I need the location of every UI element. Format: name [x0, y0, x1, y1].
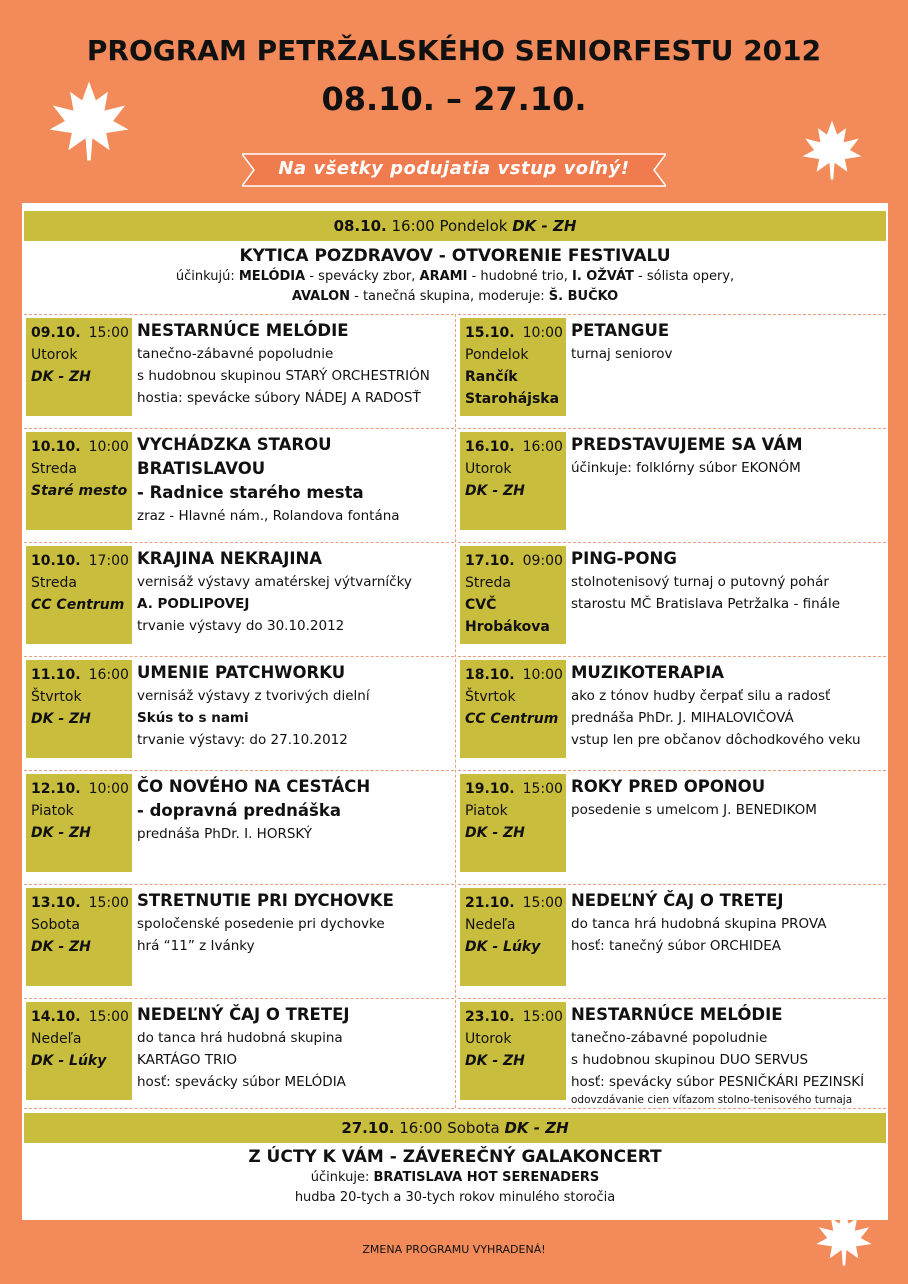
event-day: Streda: [31, 575, 77, 591]
event-place: CC Centrum: [31, 597, 125, 613]
event-details: [571, 319, 891, 365]
event-date: 21.10.: [465, 895, 515, 911]
event-place: DK - Lúky: [31, 1053, 107, 1069]
event-day: Streda: [31, 461, 77, 477]
row-separator: [24, 998, 454, 999]
row-separator: [458, 884, 886, 885]
event-place: Rančík: [465, 369, 518, 385]
performer-name: ARAMI: [419, 269, 468, 284]
performer-name: MELÓDIA: [238, 269, 306, 284]
event-description-line: prednáša PhDr. I. HORSKÝ: [137, 826, 313, 842]
event-date: 18.10.: [465, 667, 515, 683]
opening-place: DK - ZH: [512, 217, 577, 235]
event-title: NESTARNÚCE MELÓDIE: [137, 321, 349, 340]
event-card: [460, 888, 864, 988]
event-info-box: [26, 1002, 132, 1100]
event-card: [26, 888, 430, 988]
event-info-box: [26, 660, 132, 758]
event-details: [137, 661, 457, 751]
event-card: [26, 318, 430, 418]
maple-leaf-icon: [800, 118, 864, 182]
festival-dates: 08.10. – 27.10.: [321, 80, 587, 118]
event-time: 10:00: [522, 667, 563, 683]
event-time: 15:00: [522, 895, 563, 911]
event-description-line: trvanie výstavy: do 27.10.2012: [137, 732, 348, 748]
event-place: DK - ZH: [465, 483, 525, 499]
event-description-line: KARTÁGO TRIO: [137, 1052, 238, 1068]
event-title: UMENIE PATCHWORKU: [137, 663, 346, 682]
opening-bar: [24, 211, 886, 241]
event-date: 10.10.: [31, 439, 81, 455]
event-day: Piatok: [31, 803, 74, 819]
event-day: Nedeľa: [465, 917, 516, 933]
opening-performers-1: [24, 267, 886, 287]
event-title: KRAJINA NEKRAJINA: [137, 549, 323, 568]
event-time: 10:00: [88, 781, 129, 797]
event-day: Nedeľa: [31, 1031, 82, 1047]
row-separator: [458, 314, 886, 315]
event-description-line: tanečno-zábavné popoludnie: [137, 346, 334, 362]
event-title: STRETNUTIE PRI DYCHOVKE: [137, 891, 394, 910]
event-details: [137, 433, 457, 527]
event-description-line: hrá “11” z Ivánky: [137, 938, 255, 954]
event-info-box: [460, 1002, 566, 1100]
event-place: DK - ZH: [31, 939, 91, 955]
event-details: [571, 661, 891, 751]
event-place: Staré mesto: [31, 483, 128, 499]
event-info-box: [460, 432, 566, 530]
banner-text: Na všetky podujatia vstup voľný!: [278, 158, 630, 179]
event-info-box: [26, 432, 132, 530]
event-time: 16:00: [522, 439, 563, 455]
event-day: Utorok: [465, 1031, 512, 1047]
event-info-box: [460, 546, 566, 644]
event-details: [571, 1003, 891, 1107]
event-description-line: hosť: spevácky súbor PESNIČKÁRI PEZINSKÍ: [571, 1074, 865, 1090]
event-note: odovzdávanie cien víťazom stolno-tenisového turnaja: [571, 1094, 853, 1106]
performer-name: BRATISLAVA HOT SERENADERS: [373, 1170, 600, 1185]
row-separator: [458, 998, 886, 999]
event-place: DK - ZH: [31, 711, 91, 727]
opening-performers-2: [24, 287, 886, 307]
row-separator: [24, 542, 454, 543]
event-date: 11.10.: [31, 667, 81, 683]
event-time: 15:00: [522, 1009, 563, 1025]
event-date: 10.10.: [31, 553, 81, 569]
performer-name: Š. BUČKO: [548, 289, 619, 304]
event-description-line: tanečno-zábavné popoludnie: [571, 1030, 768, 1046]
event-info-box: [26, 888, 132, 986]
event-time: 15:00: [88, 895, 129, 911]
event-day: Streda: [465, 575, 511, 591]
event-day: Pondelok: [465, 347, 529, 363]
event-title: ČO NOVÉHO NA CESTÁCH: [137, 777, 371, 796]
event-details: [571, 889, 891, 957]
event-time: 15:00: [88, 325, 129, 341]
event-card: [460, 546, 864, 646]
opening-event: [24, 245, 886, 307]
opening-time-day: 16:00 Pondelok: [386, 217, 513, 235]
text-part: účinkuje:: [310, 1170, 374, 1185]
event-title: VYCHÁDZKA STAROU BRATISLAVOU: [137, 435, 332, 478]
event-description-line: vstup len pre občanov dôchodkového veku: [571, 732, 861, 748]
event-place: DK - Lúky: [465, 939, 541, 955]
text-part: - hudobné trio,: [467, 269, 572, 284]
event-date: 15.10.: [465, 325, 515, 341]
event-title: PING-PONG: [571, 549, 677, 568]
row-separator: [24, 428, 454, 429]
row-separator: [458, 1108, 886, 1109]
event-description-line: hostia: spevácke súbory NÁDEJ A RADOSŤ: [137, 390, 421, 406]
event-info-box: [460, 888, 566, 986]
event-info-box: [26, 774, 132, 872]
event-card: [460, 774, 864, 874]
row-separator: [458, 770, 886, 771]
event-details: [571, 433, 891, 479]
event-description-line: starostu MČ Bratislava Petržalka - finále: [571, 596, 841, 612]
event-card: [460, 660, 864, 760]
closing-time-day: 16:00 Sobota: [394, 1119, 505, 1137]
event-card: [460, 1002, 865, 1106]
row-separator: [458, 542, 886, 543]
event-description-line: A. PODLIPOVEJ: [137, 596, 250, 612]
text-part: - spevácky zbor,: [305, 269, 420, 284]
row-separator: [24, 314, 454, 315]
event-details: [137, 547, 457, 637]
event-day: Sobota: [31, 917, 80, 933]
event-place: CC Centrum: [465, 711, 559, 727]
event-title: NEDEĽNÝ ČAJ O TRETEJ: [571, 891, 784, 910]
event-card: [26, 774, 430, 874]
event-description-line: Skús to s nami: [137, 710, 249, 726]
event-date: 16.10.: [465, 439, 515, 455]
text-part: - sólista opery,: [633, 269, 735, 284]
event-place: CVČ: [465, 597, 497, 613]
event-date: 17.10.: [465, 553, 515, 569]
event-place: DK - ZH: [465, 825, 525, 841]
event-card: [460, 432, 864, 532]
event-description-line: turnaj seniorov: [571, 346, 673, 362]
event-day: Utorok: [465, 461, 512, 477]
event-title: PREDSTAVUJEME SA VÁM: [571, 435, 803, 454]
opening-title: KYTICA POZDRAVOV - OTVORENIE FESTIVALU: [239, 246, 671, 266]
event-time: 15:00: [522, 781, 563, 797]
event-description-line: s hudobnou skupinou DUO SERVUS: [571, 1052, 809, 1068]
closing-date: 27.10.: [341, 1119, 395, 1137]
event-title: PETANGUE: [571, 321, 670, 340]
column-separator: [455, 314, 456, 1108]
performer-name: AVALON: [291, 289, 350, 304]
closing-description: hudba 20-tych a 30-tych rokov minulého storočia: [294, 1190, 616, 1205]
event-date: 23.10.: [465, 1009, 515, 1025]
event-card: [460, 318, 864, 418]
event-details: [137, 319, 457, 409]
event-info-box: [26, 546, 132, 644]
event-description-line: spoločenské posedenie pri dychovke: [137, 916, 385, 932]
event-card: [26, 1002, 430, 1102]
event-details: [137, 1003, 457, 1093]
event-time: 09:00: [522, 553, 563, 569]
opening-date: 08.10.: [333, 217, 387, 235]
event-time: 16:00: [88, 667, 129, 683]
event-details: [137, 889, 457, 957]
event-time: 10:00: [522, 325, 563, 341]
event-card: [26, 660, 430, 760]
event-description-line: hosť: spevácky súbor MELÓDIA: [137, 1074, 346, 1090]
event-title: - dopravná prednáška: [137, 801, 341, 820]
event-description-line: ako z tónov hudby čerpať silu a radosť: [571, 688, 831, 704]
event-info-box: [460, 774, 566, 872]
text-part: - tanečná skupina, moderuje:: [350, 289, 549, 304]
event-time: 10:00: [88, 439, 129, 455]
row-separator: [24, 1108, 454, 1109]
event-description-line: zraz - Hlavné nám., Rolandova fontána: [137, 508, 400, 524]
row-separator: [24, 770, 454, 771]
event-place: DK - ZH: [31, 825, 91, 841]
event-title: - Radnice starého mesta: [137, 483, 364, 502]
event-details: [571, 547, 891, 615]
event-day: Utorok: [31, 347, 78, 363]
event-place: Starohájska: [465, 391, 560, 407]
event-date: 09.10.: [31, 325, 81, 341]
event-place: DK - ZH: [31, 369, 91, 385]
row-separator: [24, 884, 454, 885]
event-time: 15:00: [88, 1009, 129, 1025]
event-place: DK - ZH: [465, 1053, 525, 1069]
maple-leaf-icon: [46, 78, 132, 164]
event-description-line: s hudobnou skupinou STARÝ ORCHESTRIÓN: [137, 368, 430, 384]
event-info-box: [26, 318, 132, 416]
event-description-line: prednáša PhDr. J. MIHALOVIČOVÁ: [571, 710, 794, 726]
event-place: Hrobákova: [465, 619, 550, 635]
event-title: ROKY PRED OPONOU: [571, 777, 766, 796]
closing-bar: [24, 1113, 886, 1143]
event-card: [26, 546, 430, 646]
event-description-line: hosť: tanečný súbor ORCHIDEA: [571, 938, 781, 954]
event-info-box: [460, 318, 566, 416]
event-title: NESTARNÚCE MELÓDIE: [571, 1005, 783, 1024]
event-day: Štvrtok: [465, 689, 516, 705]
closing-title: Z ÚCTY K VÁM - ZÁVEREČNÝ GALAKONCERT: [248, 1147, 662, 1167]
event-card: [26, 432, 430, 532]
event-description-line: účinkuje: folklórny súbor EKONÓM: [571, 460, 801, 476]
row-separator: [458, 656, 886, 657]
footer-note: ZMENA PROGRAMU VYHRADENÁ!: [362, 1243, 546, 1256]
event-date: 19.10.: [465, 781, 515, 797]
event-title: NEDEĽNÝ ČAJ O TRETEJ: [137, 1005, 350, 1024]
event-details: [137, 775, 457, 845]
event-day: Piatok: [465, 803, 508, 819]
text-part: účinkujú:: [175, 269, 239, 284]
event-description-line: do tanca hrá hudobná skupina PROVA: [571, 916, 827, 932]
row-separator: [24, 656, 454, 657]
closing-place: DK - ZH: [504, 1119, 569, 1137]
event-description-line: trvanie výstavy do 30.10.2012: [137, 618, 345, 634]
event-date: 14.10.: [31, 1009, 81, 1025]
row-separator: [458, 428, 886, 429]
event-description-line: do tanca hrá hudobná skupina: [137, 1030, 343, 1046]
event-description-line: posedenie s umelcom J. BENEDIKOM: [571, 802, 817, 818]
event-date: 13.10.: [31, 895, 81, 911]
event-info-box: [460, 660, 566, 758]
event-details: [571, 775, 891, 821]
event-title: MUZIKOTERAPIA: [571, 663, 724, 682]
event-description-line: stolnotenisový turnaj o putovný pohár: [571, 574, 829, 590]
event-description-line: vernisáž výstavy z tvorivých dielní: [137, 688, 370, 704]
event-day: Štvrtok: [31, 689, 82, 705]
closing-performer: [24, 1168, 886, 1188]
event-date: 12.10.: [31, 781, 81, 797]
closing-event: [24, 1146, 886, 1208]
free-entry-banner: [242, 152, 666, 188]
page-title: PROGRAM PETRŽALSKÉHO SENIORFESTU 2012: [86, 34, 822, 67]
event-description-line: vernisáž výstavy amatérskej výtvarníčky: [137, 574, 412, 590]
performer-name: I. OŽVÁT: [572, 269, 634, 284]
event-time: 17:00: [88, 553, 129, 569]
